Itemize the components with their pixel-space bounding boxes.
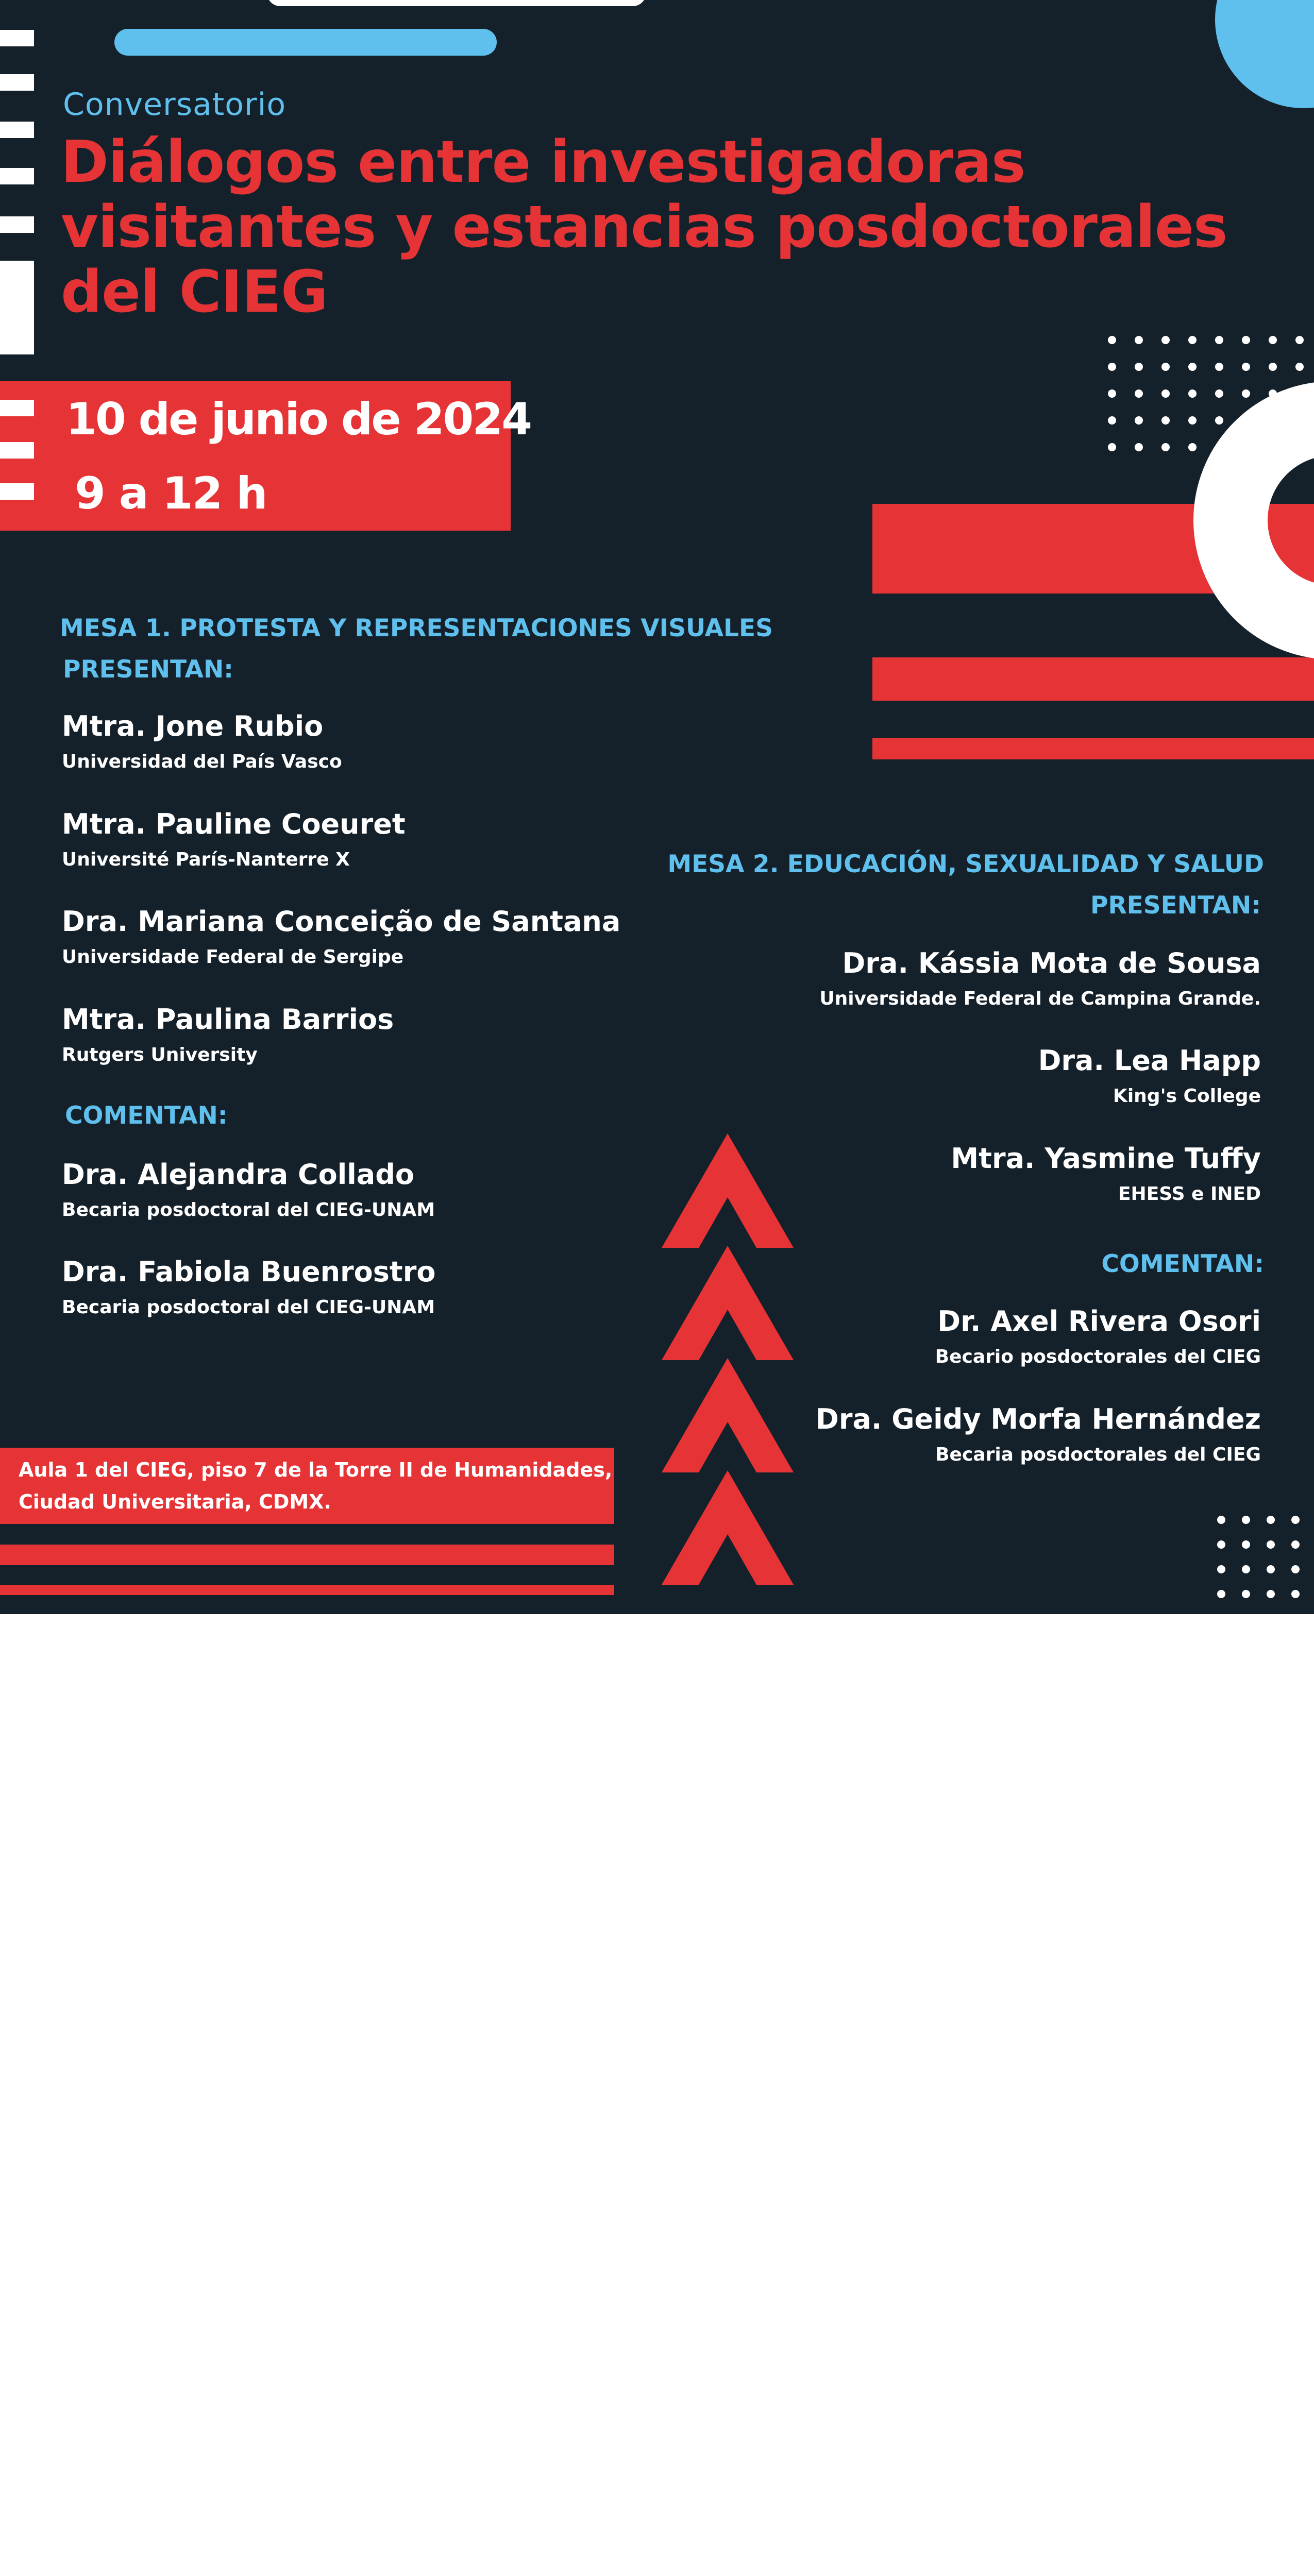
event-kicker: Conversatorio (63, 87, 287, 123)
decor-white-pill (267, 0, 646, 6)
mesa2-commentator-affiliation: Becaria posdoctorales del CIEG (935, 1444, 1261, 1465)
decor-white-ring (1193, 381, 1314, 659)
mesa1-commentator-name: Dra. Fabiola Buenrostro (62, 1256, 436, 1288)
event-title (61, 130, 1308, 325)
decor-dot (1108, 416, 1116, 425)
mesa2-commentator-name: Dra. Geidy Morfa Hernández (816, 1403, 1261, 1435)
decor-dot (1161, 336, 1170, 344)
mesa2-presenter-affiliation: EHESS e INED (1118, 1183, 1261, 1205)
decor-dot (1242, 336, 1250, 344)
decor-dot (1215, 416, 1223, 425)
mesa1-presenter-affiliation: Universidade Federal de Sergipe (62, 946, 404, 968)
decor-dot (1135, 443, 1143, 451)
decor-dot (1242, 1540, 1250, 1549)
mesa1-presenter-name: Mtra. Pauline Coeuret (62, 808, 406, 840)
decor-dot (1135, 363, 1143, 371)
mesa1-presentan-label: PRESENTAN: (63, 655, 233, 684)
decor-dot (1108, 363, 1116, 371)
venue-line: Ciudad Universitaria, CDMX. (19, 1490, 331, 1513)
mesa2-commentator-affiliation: Becario posdoctorales del CIEG (935, 1346, 1261, 1367)
decor-dot (1291, 1516, 1300, 1524)
mesa1-comentan-label: COMENTAN: (65, 1101, 228, 1130)
mesa1-commentator-name: Dra. Alejandra Collado (62, 1158, 414, 1191)
decor-dot (1267, 1590, 1275, 1598)
decor-dot (1242, 1565, 1250, 1573)
mesa1-presenter-affiliation: Université París-Nanterre X (62, 849, 350, 870)
decor-dot (1291, 1565, 1300, 1573)
mesa2-presenter-name: Dra. Kássia Mota de Sousa (842, 947, 1261, 979)
mesa2-presenter-affiliation: King's College (1113, 1086, 1261, 1107)
decor-dot (1161, 416, 1170, 425)
decor-dot (1161, 389, 1170, 398)
decor-red-bar (0, 1585, 614, 1595)
decor-dot (1215, 336, 1223, 344)
mesa1-commentator-affiliation: Becaria posdoctoral del CIEG-UNAM (62, 1199, 435, 1221)
title-line: del CIEG (61, 259, 328, 326)
decor-dot (1267, 1565, 1275, 1573)
decor-dot (1217, 1590, 1225, 1598)
mesa2-presenter-name: Mtra. Yasmine Tuffy (951, 1142, 1261, 1175)
decor-blue-pill (114, 29, 497, 56)
decor-dot (1267, 1516, 1275, 1524)
decor-blue-circle (1215, 0, 1314, 108)
decor-dot (1242, 389, 1250, 398)
mesa1-presenter-name: Mtra. Paulina Barrios (62, 1003, 394, 1036)
footer-logos (0, 1614, 1314, 1701)
title-line: visitantes y estancias posdoctorales (61, 194, 1227, 261)
mesa2-comentan-label: COMENTAN: (1101, 1250, 1264, 1278)
mesa1-presenter-affiliation: Rutgers University (62, 1044, 258, 1065)
decor-dot (1108, 336, 1116, 344)
decor-dot (1291, 1590, 1300, 1598)
decor-red-bar (872, 738, 1314, 759)
mesa1-commentator-affiliation: Becaria posdoctoral del CIEG-UNAM (62, 1297, 435, 1318)
mesa2-commentator-name: Dr. Axel Rivera Osori (937, 1305, 1261, 1337)
decor-dot (1217, 1540, 1225, 1549)
venue-text (19, 1454, 612, 1518)
event-time: 9 a 12 h (75, 468, 267, 519)
venue-line: Aula 1 del CIEG, piso 7 de la Torre II de Humanidades, (19, 1459, 613, 1481)
decor-red-bar (0, 1545, 614, 1565)
decor-red-bar (872, 657, 1314, 701)
decor-dot (1295, 363, 1304, 371)
mesa1-presenter-name: Dra. Mariana Conceição de Santana (62, 905, 621, 938)
decor-dot (1267, 1540, 1275, 1549)
decor-dot (1161, 363, 1170, 371)
decor-dot (1242, 1590, 1250, 1598)
decor-dot (1188, 363, 1197, 371)
decor-dot (1188, 443, 1197, 451)
decor-dot (1215, 389, 1223, 398)
decor-dot (1108, 389, 1116, 398)
title-line: Diálogos entre investigadoras (61, 129, 1025, 196)
mesa2-presenter-affiliation: Universidade Federal de Campina Grande. (819, 988, 1261, 1009)
decor-dot (1135, 416, 1143, 425)
decor-dot (1269, 363, 1277, 371)
decor-dot (1161, 443, 1170, 451)
mesa1-presenter-name: Mtra. Jone Rubio (62, 710, 324, 742)
decor-dot (1135, 336, 1143, 344)
decor-dot (1242, 363, 1250, 371)
decor-chevron-stack (662, 1133, 794, 1587)
decor-dot (1242, 1516, 1250, 1524)
decor-dot (1188, 389, 1197, 398)
mesa2-heading: MESA 2. EDUCACIÓN, SEXUALIDAD Y SALUD (667, 850, 1264, 878)
decor-dot (1291, 1540, 1300, 1549)
event-date: 10 de junio de 2024 (66, 394, 531, 445)
decor-dot (1217, 1516, 1225, 1524)
decor-dot (1188, 336, 1197, 344)
mesa2-presentan-label: PRESENTAN: (1090, 891, 1261, 920)
decor-dot (1108, 443, 1116, 451)
mesa1-heading: MESA 1. PROTESTA Y REPRESENTACIONES VISUALES (60, 614, 773, 642)
decor-dot (1215, 363, 1223, 371)
mesa1-presenter-affiliation: Universidad del País Vasco (62, 751, 342, 772)
mesa2-presenter-name: Dra. Lea Happ (1038, 1044, 1261, 1077)
decor-dot (1188, 416, 1197, 425)
decor-dot (1269, 336, 1277, 344)
decor-dot (1295, 336, 1304, 344)
decor-dot (1135, 389, 1143, 398)
decor-dot (1217, 1565, 1225, 1573)
